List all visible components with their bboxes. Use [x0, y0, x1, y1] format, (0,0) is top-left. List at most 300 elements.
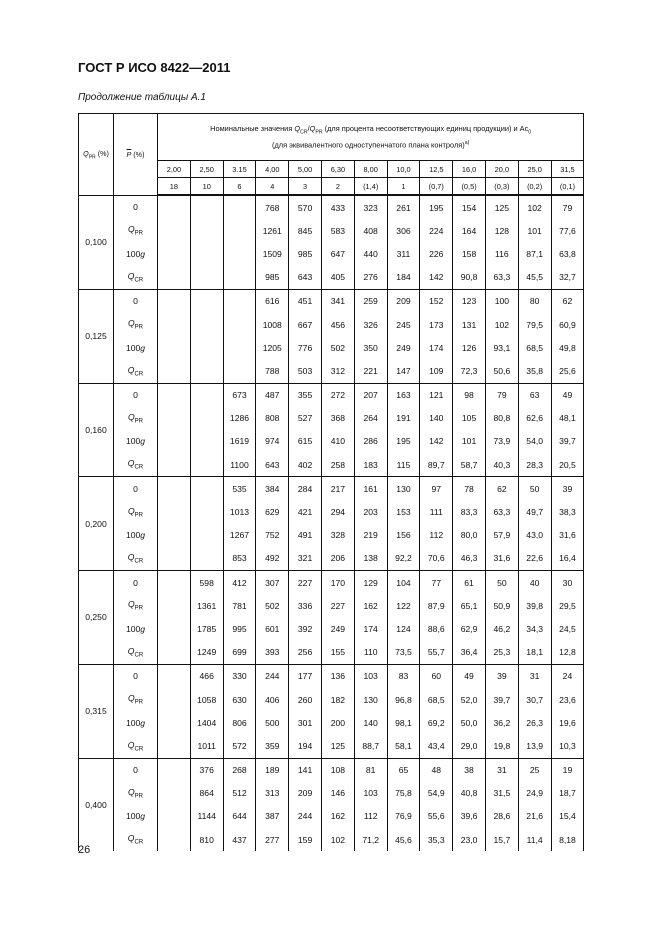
value-cell: 90,8	[453, 266, 486, 290]
table-row	[79, 500, 584, 523]
ratio-cell: 31,5	[551, 161, 584, 178]
value-cell: 21,6	[518, 805, 551, 828]
value-cell	[158, 711, 191, 734]
value-cell: 28,3	[518, 453, 551, 477]
value-cell	[158, 219, 191, 242]
p-symbol: $\overline{P}$	[126, 149, 132, 159]
value-cell: 49	[551, 383, 584, 407]
value-cell: 140	[420, 407, 453, 430]
value-cell: 647	[321, 242, 354, 265]
row-label-sub: PR	[134, 793, 144, 800]
value-cell: 98,1	[387, 711, 420, 734]
value-cell: 189	[256, 758, 289, 782]
value-cell: 65	[387, 758, 420, 782]
header-text-line2: (для эквивалентного одноступенчатого плана контроля)	[272, 139, 465, 149]
value-cell: 138	[354, 547, 387, 571]
value-cell: 65,1	[453, 594, 486, 617]
value-cell: 49,8	[551, 336, 584, 359]
value-cell: 183	[354, 453, 387, 477]
value-cell: 392	[289, 617, 322, 640]
value-cell: 130	[387, 477, 420, 501]
value-cell: 209	[387, 289, 420, 313]
value-cell: 146	[321, 782, 354, 805]
value-cell: 412	[223, 571, 256, 595]
header-nominal-values	[158, 114, 584, 161]
value-cell	[158, 571, 191, 595]
value-cell: 174	[420, 336, 453, 359]
value-cell	[190, 195, 223, 219]
table-row	[79, 242, 584, 265]
ac-cell: 4	[256, 178, 289, 196]
header-p	[114, 114, 158, 196]
value-cell: 123	[453, 289, 486, 313]
row-label-main: Q	[127, 458, 135, 469]
table-row	[79, 219, 584, 242]
value-cell: 173	[420, 313, 453, 336]
row-label-main: 0	[133, 202, 138, 213]
value-cell: 87,9	[420, 594, 453, 617]
value-cell: 11,4	[518, 828, 551, 851]
value-cell: 258	[321, 453, 354, 477]
table-row	[79, 195, 584, 219]
row-label-main: 100	[125, 623, 141, 634]
row-label-main: Q	[127, 645, 135, 656]
ratio-cell: 2,00	[158, 161, 191, 178]
value-cell: 24,5	[551, 617, 584, 640]
table-row	[79, 336, 584, 359]
qpr-subscript: PR	[88, 153, 96, 160]
qpr-value: 0,160	[79, 383, 114, 477]
table-row	[79, 571, 584, 595]
value-cell	[190, 336, 223, 359]
value-cell	[158, 641, 191, 665]
value-cell: 19	[551, 758, 584, 782]
value-cell: 131	[453, 313, 486, 336]
row-label	[114, 383, 158, 407]
header-q1-sub: CR	[300, 129, 308, 136]
value-cell: 1267	[223, 524, 256, 547]
header-text: Номинальные значения	[210, 124, 295, 134]
table-row	[79, 758, 584, 782]
row-label-main: Q	[127, 833, 135, 844]
row-label-main: 100	[125, 530, 141, 541]
value-cell: 109	[420, 359, 453, 383]
value-cell: 163	[387, 383, 420, 407]
value-cell: 23,0	[453, 828, 486, 851]
value-cell: 853	[223, 547, 256, 571]
row-label-main: Q	[127, 411, 135, 422]
value-cell	[158, 407, 191, 430]
row-label	[114, 453, 158, 477]
value-cell: 162	[354, 594, 387, 617]
value-cell: 1011	[190, 734, 223, 758]
value-cell	[158, 266, 191, 290]
value-cell: 256	[289, 641, 322, 665]
value-cell: 31	[518, 664, 551, 688]
value-cell: 62	[485, 477, 518, 501]
value-cell: 341	[321, 289, 354, 313]
row-label-main: 100	[125, 436, 141, 447]
value-cell: 535	[223, 477, 256, 501]
value-cell: 174	[354, 617, 387, 640]
value-cell: 615	[289, 430, 322, 453]
value-cell: 244	[289, 805, 322, 828]
value-cell: 311	[387, 242, 420, 265]
value-cell: 136	[321, 664, 354, 688]
value-cell: 1008	[256, 313, 289, 336]
value-cell: 570	[289, 195, 322, 219]
value-cell: 31,6	[551, 524, 584, 547]
value-cell: 164	[453, 219, 486, 242]
value-cell: 50,6	[485, 359, 518, 383]
row-label-main: Q	[127, 364, 135, 375]
value-cell: 321	[289, 547, 322, 571]
value-cell	[223, 289, 256, 313]
ratio-cell: 3.15	[223, 161, 256, 178]
value-cell: 105	[453, 407, 486, 430]
value-cell: 112	[354, 805, 387, 828]
value-cell: 80,8	[485, 407, 518, 430]
value-cell: 81	[354, 758, 387, 782]
value-cell: 268	[223, 758, 256, 782]
value-cell: 1619	[223, 430, 256, 453]
row-label-var: g	[140, 248, 146, 259]
header-q2-sub: PR	[315, 129, 323, 136]
value-cell: 49	[453, 664, 486, 688]
value-cell: 244	[256, 664, 289, 688]
value-cell: 781	[223, 594, 256, 617]
value-cell: 294	[321, 500, 354, 523]
value-cell: 1261	[256, 219, 289, 242]
ac-cell: 6	[223, 178, 256, 196]
value-cell: 55,7	[420, 641, 453, 665]
row-label	[114, 641, 158, 665]
value-cell: 121	[420, 383, 453, 407]
table-row	[79, 477, 584, 501]
value-cell: 98	[453, 383, 486, 407]
value-cell: 221	[354, 359, 387, 383]
ratio-cell: 2,50	[190, 161, 223, 178]
row-label	[114, 477, 158, 501]
row-label-sub: PR	[134, 231, 144, 238]
value-cell: 350	[354, 336, 387, 359]
ratio-cell: 4,00	[256, 161, 289, 178]
value-cell: 492	[256, 547, 289, 571]
table-row	[79, 594, 584, 617]
row-label	[114, 407, 158, 430]
row-label-main: 100	[125, 811, 141, 822]
value-cell: 46,2	[485, 617, 518, 640]
value-cell: 101	[453, 430, 486, 453]
value-cell: 410	[321, 430, 354, 453]
row-label-main: Q	[127, 224, 135, 235]
value-cell: 15,7	[485, 828, 518, 851]
value-cell: 195	[387, 430, 420, 453]
value-cell: 503	[289, 359, 322, 383]
ratio-cell: 12,5	[420, 161, 453, 178]
value-cell: 200	[321, 711, 354, 734]
row-label	[114, 594, 158, 617]
value-cell: 75,8	[387, 782, 420, 805]
row-label	[114, 617, 158, 640]
value-cell: 72,3	[453, 359, 486, 383]
value-cell: 630	[223, 688, 256, 711]
row-label	[114, 664, 158, 688]
value-cell: 19,8	[485, 734, 518, 758]
value-cell: 184	[387, 266, 420, 290]
value-cell: 159	[289, 828, 322, 851]
value-cell: 32,7	[551, 266, 584, 290]
value-cell: 502	[321, 336, 354, 359]
value-cell: 71,2	[354, 828, 387, 851]
value-cell: 57,9	[485, 524, 518, 547]
value-cell: 15,4	[551, 805, 584, 828]
table-row	[79, 641, 584, 665]
value-cell: 31,5	[485, 782, 518, 805]
value-cell: 100	[485, 289, 518, 313]
ac-cell: 1	[387, 178, 420, 196]
value-cell: 487	[256, 383, 289, 407]
value-cell: 408	[354, 219, 387, 242]
value-cell: 182	[321, 688, 354, 711]
value-cell: 45,5	[518, 266, 551, 290]
value-cell: 22,6	[518, 547, 551, 571]
value-cell	[190, 453, 223, 477]
value-cell: 140	[354, 711, 387, 734]
value-cell: 26,3	[518, 711, 551, 734]
value-cell	[158, 758, 191, 782]
table-row	[79, 664, 584, 688]
value-cell: 1785	[190, 617, 223, 640]
value-cell: 103	[354, 664, 387, 688]
ac-cell: (0,7)	[420, 178, 453, 196]
value-cell: 38,3	[551, 500, 584, 523]
value-cell: 50	[485, 571, 518, 595]
qpr-value: 0,125	[79, 289, 114, 383]
value-cell: 124	[387, 617, 420, 640]
value-cell: 227	[289, 571, 322, 595]
value-cell: 92,2	[387, 547, 420, 571]
value-cell	[190, 242, 223, 265]
row-label	[114, 524, 158, 547]
row-label-main: 100	[125, 342, 141, 353]
value-cell: 170	[321, 571, 354, 595]
value-cell	[158, 664, 191, 688]
value-cell: 259	[354, 289, 387, 313]
value-cell: 227	[321, 594, 354, 617]
value-cell: 326	[354, 313, 387, 336]
value-cell: 1100	[223, 453, 256, 477]
value-cell: 112	[420, 524, 453, 547]
row-label	[114, 336, 158, 359]
value-cell: 73,5	[387, 641, 420, 665]
table-row	[79, 313, 584, 336]
value-cell: 62,6	[518, 407, 551, 430]
value-cell: 55,6	[420, 805, 453, 828]
value-cell: 88,7	[354, 734, 387, 758]
value-cell: 20,5	[551, 453, 584, 477]
value-cell: 768	[256, 195, 289, 219]
value-cell: 601	[256, 617, 289, 640]
value-cell: 368	[321, 407, 354, 430]
row-label	[114, 430, 158, 453]
value-cell: 141	[289, 758, 322, 782]
value-cell	[158, 547, 191, 571]
value-cell: 25,6	[551, 359, 584, 383]
value-cell: 177	[289, 664, 322, 688]
value-cell: 63,8	[551, 242, 584, 265]
value-cell	[190, 547, 223, 571]
value-cell: 130	[354, 688, 387, 711]
row-label-sub: PR	[134, 606, 144, 613]
value-cell: 307	[256, 571, 289, 595]
value-cell: 277	[256, 828, 289, 851]
value-cell: 35,8	[518, 359, 551, 383]
table-row	[79, 524, 584, 547]
table-row	[79, 289, 584, 313]
row-label	[114, 547, 158, 571]
value-cell: 376	[190, 758, 223, 782]
row-label	[114, 805, 158, 828]
row-label-sub: CR	[134, 371, 144, 378]
row-label	[114, 688, 158, 711]
value-cell: 115	[387, 453, 420, 477]
value-cell: 24,9	[518, 782, 551, 805]
value-cell: 245	[387, 313, 420, 336]
row-label-main: Q	[127, 552, 135, 563]
value-cell: 1249	[190, 641, 223, 665]
row-label	[114, 782, 158, 805]
value-cell: 207	[354, 383, 387, 407]
value-cell: 39,7	[485, 688, 518, 711]
value-cell: 24	[551, 664, 584, 688]
value-cell: 156	[387, 524, 420, 547]
value-cell: 87,1	[518, 242, 551, 265]
value-cell: 36,2	[485, 711, 518, 734]
value-cell: 209	[289, 782, 322, 805]
value-cell: 8,18	[551, 828, 584, 851]
value-cell: 29,0	[453, 734, 486, 758]
value-cell: 125	[485, 195, 518, 219]
value-cell: 203	[354, 500, 387, 523]
value-cell: 1286	[223, 407, 256, 430]
value-cell: 142	[420, 430, 453, 453]
table-row	[79, 266, 584, 290]
value-cell: 286	[354, 430, 387, 453]
value-cell: 433	[321, 195, 354, 219]
value-cell: 43,0	[518, 524, 551, 547]
value-cell: 1144	[190, 805, 223, 828]
value-cell: 70,6	[420, 547, 453, 571]
row-label	[114, 500, 158, 523]
value-cell: 62	[551, 289, 584, 313]
row-label-var: g	[140, 717, 146, 728]
value-cell	[158, 430, 191, 453]
value-cell: 79,5	[518, 313, 551, 336]
value-cell: 96,8	[387, 688, 420, 711]
table-row	[79, 430, 584, 453]
value-cell: 102	[518, 195, 551, 219]
value-cell: 83,3	[453, 500, 486, 523]
value-cell: 58,1	[387, 734, 420, 758]
value-cell: 39,6	[453, 805, 486, 828]
value-cell: 126	[453, 336, 486, 359]
value-cell: 402	[289, 453, 322, 477]
value-cell: 864	[190, 782, 223, 805]
value-cell: 195	[420, 195, 453, 219]
value-cell: 12,8	[551, 641, 584, 665]
value-cell	[158, 453, 191, 477]
value-cell	[158, 688, 191, 711]
page-number: 26	[78, 844, 91, 856]
value-cell: 387	[256, 805, 289, 828]
value-cell: 39,8	[518, 594, 551, 617]
table-row	[79, 383, 584, 407]
value-cell: 45,6	[387, 828, 420, 851]
qpr-value: 0,200	[79, 477, 114, 571]
value-cell	[190, 407, 223, 430]
value-cell: 54,9	[420, 782, 453, 805]
value-cell: 61	[453, 571, 486, 595]
value-cell: 440	[354, 242, 387, 265]
ac-cell: (0,1)	[551, 178, 584, 196]
ac-cell: 2	[321, 178, 354, 196]
table-row	[79, 734, 584, 758]
row-label-main: 0	[133, 671, 138, 682]
value-cell	[190, 266, 223, 290]
value-cell: 60,9	[551, 313, 584, 336]
value-cell: 276	[354, 266, 387, 290]
value-cell	[223, 359, 256, 383]
row-label-main: Q	[127, 505, 135, 516]
value-cell: 1404	[190, 711, 223, 734]
value-cell: 359	[256, 734, 289, 758]
value-cell: 79	[551, 195, 584, 219]
row-label-main: Q	[127, 739, 135, 750]
ratio-cell: 10,0	[387, 161, 420, 178]
row-label-main: Q	[127, 693, 135, 704]
ratio-cell: 8,00	[354, 161, 387, 178]
row-label-main: Q	[127, 786, 135, 797]
value-cell: 122	[387, 594, 420, 617]
value-cell: 264	[354, 407, 387, 430]
value-cell: 644	[223, 805, 256, 828]
value-cell: 101	[518, 219, 551, 242]
value-cell: 78	[453, 477, 486, 501]
value-cell: 752	[256, 524, 289, 547]
row-label-sub: CR	[134, 840, 144, 847]
value-cell: 224	[420, 219, 453, 242]
value-cell	[223, 336, 256, 359]
row-label-main: Q	[127, 270, 135, 281]
value-cell: 34,3	[518, 617, 551, 640]
row-label-var: g	[140, 436, 146, 447]
value-cell: 62,9	[453, 617, 486, 640]
row-label-main: 100	[125, 717, 141, 728]
value-cell: 68,5	[420, 688, 453, 711]
value-cell: 583	[321, 219, 354, 242]
table-row	[79, 407, 584, 430]
value-cell: 60	[420, 664, 453, 688]
ratio-cell: 16,0	[453, 161, 486, 178]
qpr-value: 0,100	[79, 195, 114, 289]
value-cell: 147	[387, 359, 420, 383]
ac-cell: 18	[158, 178, 191, 196]
value-cell: 40,8	[453, 782, 486, 805]
value-cell: 306	[387, 219, 420, 242]
value-cell	[158, 782, 191, 805]
value-cell: 39	[485, 664, 518, 688]
